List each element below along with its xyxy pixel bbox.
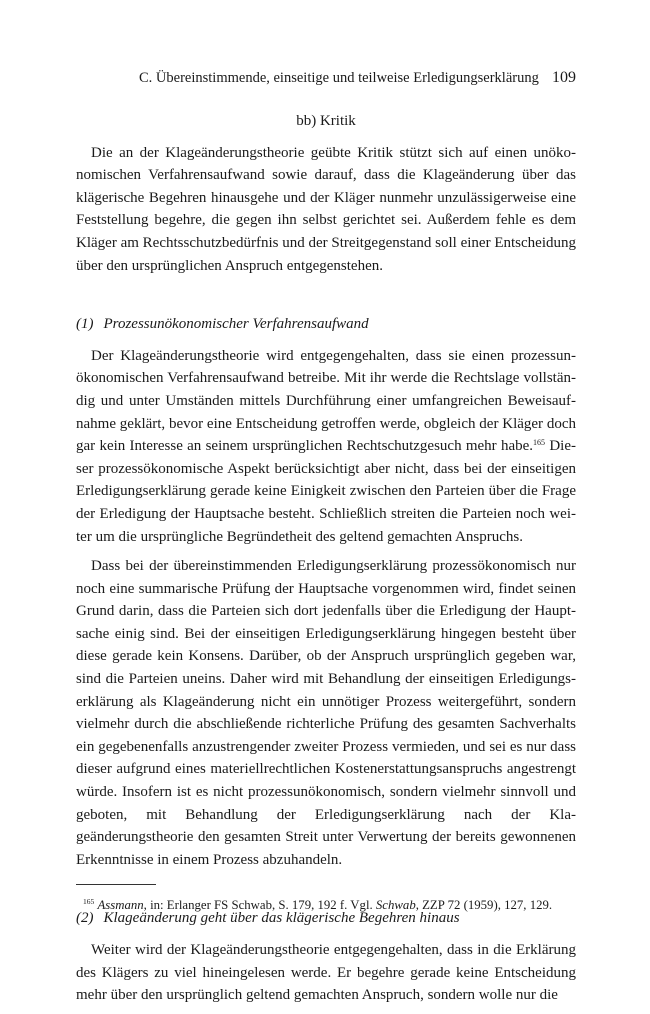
- footnote-author-2: Schwab: [375, 898, 416, 912]
- footnote-165: [76, 897, 576, 913]
- footnote-author-1: Assmann: [97, 898, 144, 912]
- section-title-2: Klageänderung geht über das klägerische Begehren hinaus: [103, 910, 460, 927]
- section2-paragraph-1: Weiter wird der Klageänderungstheorie entgegengehalten, dass in die Erklärung des Klägers zu viel hineingelesen werde. Er begehre gerade keine Entscheidung mehr über den ursprünglich geltend gemachten Anspruch, sondern wolle nur die: [76, 942, 576, 1004]
- section1-paragraph-2: Dass bei der übereinstimmenden Erledigungserklärung prozessökonomisch nur noch eine summarische Prüfung der Hauptsache vorgenommen wird, findet seinen Grund darin, dass die Parteien sich dort jedenfalls über die Erledigung der Hauptsache einig sind. Bei der einseitigen Erledigungserklärung hingegen besteht über diese gerade kein Konsens. Darüber, ob der Anspruch ursprünglich gegeben war, sind die Parteien uneins. Daher wird mit Behandlung der einseitigen Erledigungserklärung als Klageänderung nicht ein unnötiger Prozess weitergeführt, sondern vielmehr durch die abschließende richterliche Prüfung des gesamten Sachverhalts ein gegebenenfalls anzustrengender zweiter Prozess vermieden, und sei es nur dass dieser aufgrund eines materiellrechtlichen Kostenerstattungsanspruchs angestrengt würde. Insofern ist es nicht prozessunökonomisch, sondern vielmehr sinnvoll und geboten, mit Behandlung der Erledigungserklärung nach der Klageänderungstheorie den gesamten Streit unter Verwertung der bereits gewonnenen Erkenntnisse in einem Prozess abzuhandeln.: [76, 558, 576, 868]
- section-number-1: (1): [76, 316, 94, 333]
- section-heading-1: [76, 313, 576, 336]
- page-number: 109: [552, 69, 576, 86]
- subheading-kritik: bb) Kritik: [296, 113, 356, 129]
- footnote-text-2: , ZZP 72 (1959), 127, 129.: [415, 898, 553, 912]
- section1-paragraph-1: [76, 345, 576, 548]
- section1-paragraph-1-text-b: Dieser prozessökonomische Aspekt berücksichtigt aber nicht, dass bei der einseitigen Erledigungserklärung gerade keine Einigkeit zwischen den Parteien über die Frage der Erledigung der Hauptsache besteht. Schließlich streiten die Parteien noch weiter um die ursprüngliche Begründetheit des geltend gemachten Anspruchs.: [76, 438, 576, 545]
- footnote-text-1: , in: Erlanger FS Schwab, S. 179, 192 f. Vgl.: [143, 898, 376, 912]
- intro-paragraph: Die an der Klageänderungstheorie geübte Kritik stützt sich auf einen unökonomischen Verfahrensaufwand sowie darauf, dass die Klageänderung über das klägerische Begehren hinausgehe und der Kläger nunmehr unzulässigerweise eine Feststellung begehre, die gegen ihn selbst gerichtet sei. Außerdem fehle es dem Kläger am Rechtsschutzbedürfnis und der Streitgegenstand soll einer Entscheidung über den ursprünglichen Anspruch entgegenstehen.: [76, 144, 576, 274]
- footnote-number: 165: [83, 897, 95, 906]
- footnote-divider: [76, 884, 156, 885]
- footnote-reference-165[interactable]: 165: [533, 438, 546, 448]
- body-text: [76, 110, 576, 1014]
- section-number-2: (2): [76, 910, 94, 927]
- running-head-title: C. Übereinstimmende, einseitige und teilweise Erledigungserklärung: [139, 70, 539, 86]
- running-head: [76, 70, 576, 92]
- section1-paragraph-1-text-a: Der Klageänderungstheorie wird entgegengehalten, dass sie einen prozessunökonomischen Verfahrensaufwand betreibe. Mit ihr werde die Rechtslage vollständig und unter Umständen mittels Durchführung einer umfangreichen Beweisaufnahme geklärt, bevor eine Entscheidung getroffen werde, obgleich der Kläger doch gar kein Interesse an seinem ursprünglichen Rechtschutzgesuch mehr habe.: [76, 347, 576, 455]
- section-title-1: Prozessunökonomischer Verfahrensaufwand: [103, 316, 369, 333]
